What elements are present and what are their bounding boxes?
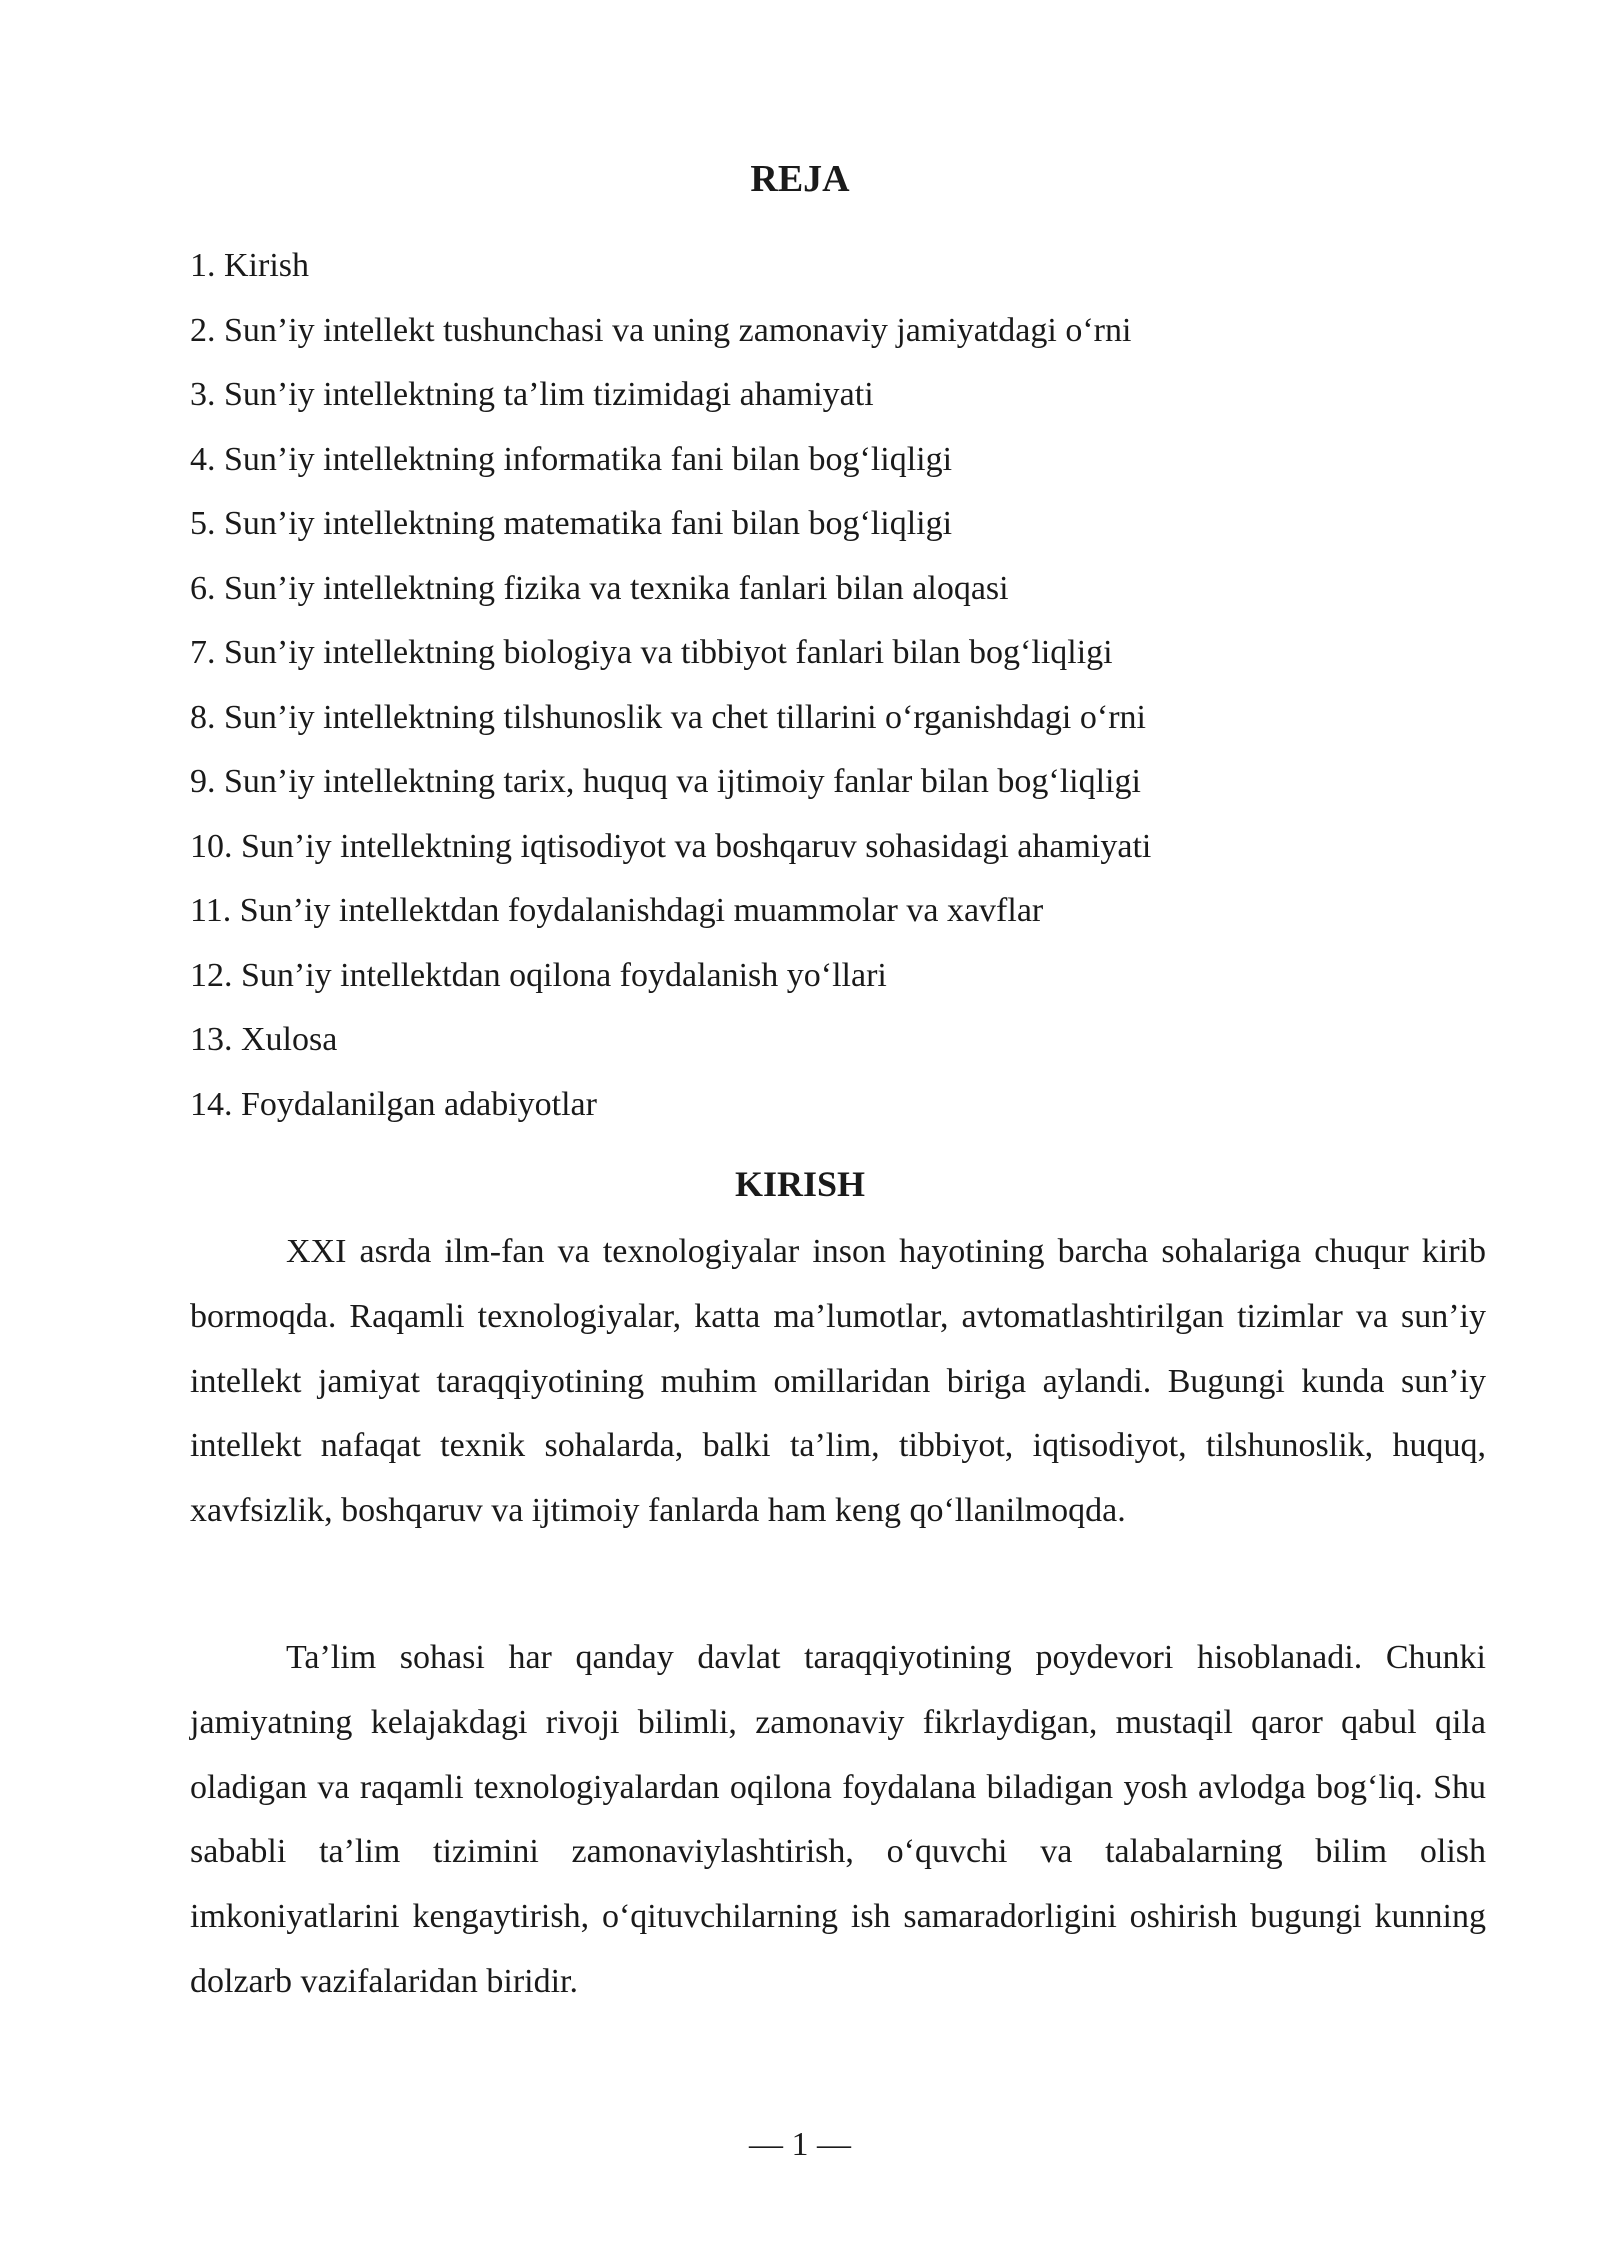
plan-item: 7. Sun’iy intellektning biologiya va tibbiyot fanlari bilan bog‘liqligi	[190, 634, 1113, 671]
plan-item: 5. Sun’iy intellektning matematika fani bilan bog‘liqligi	[190, 505, 953, 542]
plan-item: 10. Sun’iy intellektning iqtisodiyot va boshqaruv sohasidagi ahamiyati	[190, 827, 1152, 865]
plan-item: 11. Sun’iy intellektdan foydalanishdagi muammolar va xavflar	[190, 892, 1044, 929]
plan-item: 2. Sun’iy intellekt tushunchasi va uning zamonaviy jamiyatdagi o‘rni	[190, 311, 1132, 349]
plan-item: 12. Sun’iy intellektdan oqilona foydalanish yo‘llari	[190, 956, 887, 994]
plan-list	[190, 234, 1490, 1137]
plan-item: 9. Sun’iy intellektning tarix, huquq va ijtimoiy fanlar bilan bog‘liqligi	[190, 763, 1141, 800]
plan-item: 8. Sun’iy intellektning tilshunoslik va chet tillarini o‘rganishdagi o‘rni	[190, 698, 1146, 736]
plan-item: 6. Sun’iy intellektning fizika va texnika fanlari bilan aloqasi	[190, 569, 1009, 607]
introduction-paragraph: XXI asrda ilm-fan va texnologiyalar inson hayotining barcha sohalariga chuqur kirib bormoqda. Raqamli texnologiyalar, katta ma’lumotlar, avtomatlashtirilgan tizimlar va sun’iy intellekt jamiyat taraqqiyotining muhim omillaridan biriga aylandi. Bugungi kunda sun’iy intellekt nafaqat texnik sohalarda, balki ta’lim, tibbiyot, iqtisodiyot, tilshunoslik, huquq, xavfsizlik, boshqaruv va ijtimoiy fanlarda ham keng qo‘llanilmoqda.	[190, 1233, 1486, 1530]
plan-item: 14. Foydalanilgan adabiyotlar	[190, 1085, 597, 1123]
page-number: — 1 —	[749, 2126, 851, 2163]
plan-item: 3. Sun’iy intellektning ta’lim tizimidagi ahamiyati	[190, 376, 874, 413]
introduction-paragraph: Ta’lim sohasi har qanday davlat taraqqiyotining poydevori hisoblanadi. Chunki jamiyatning kelajakdagi rivoji bilimli, zamonaviy fikrlaydigan, mustaqil qaror qabul qila oladigan va raqamli texnologiyalardan oqilona foydalana biladigan yosh avlodga bog‘liq. Shu sababli ta’lim tizimini zamonaviylashtirish, o‘quvchi va talabalarning bilim olish imkoniyatlarini kengaytirish, o‘qituvchilarning ish samaradorligini oshirish bugungi kunning dolzarb vazifalaridan biridir.	[190, 1639, 1486, 2000]
plan-item: 1. Kirish	[190, 247, 309, 284]
plan-item: 4. Sun’iy intellektning informatika fani bilan bog‘liqligi	[190, 440, 953, 478]
plan-title: REJA	[750, 158, 850, 200]
plan-item: 13. Xulosa	[190, 1021, 338, 1058]
introduction-title: KIRISH	[734, 1164, 866, 1204]
